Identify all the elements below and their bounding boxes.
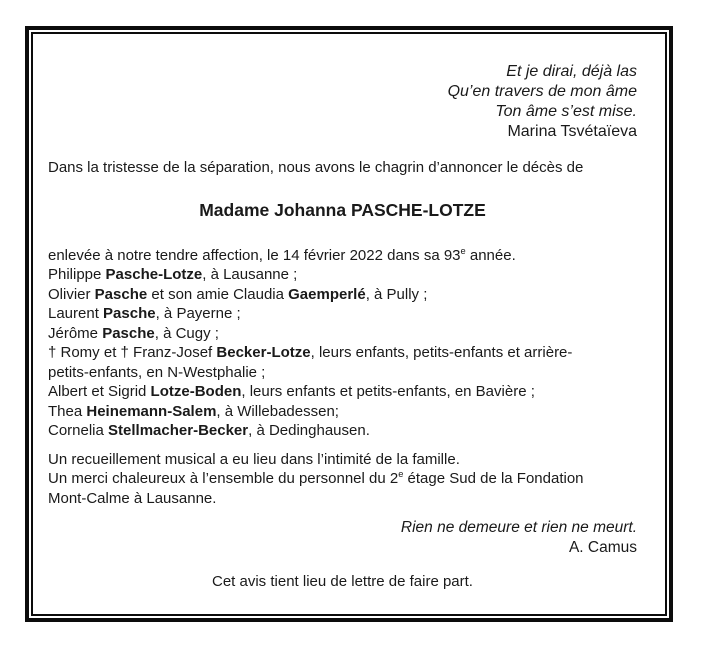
family-line: Albert et Sigrid Lotze-Boden, leurs enfants et petits-enfants, en Bavière ; [48, 383, 535, 400]
acknowledgement-block [48, 450, 637, 509]
family-line: Cornelia Stellmacher-Becker, à Dedinghausen. [48, 422, 370, 439]
closing-quote-line: Rien ne demeure et rien ne meurt. [400, 519, 637, 536]
epigraph-author: Marina Tsvétaïeva [507, 123, 637, 140]
notice-outer-border [25, 26, 673, 622]
family-line: Thea Heinemann-Salem, à Willebadessen; [48, 402, 339, 420]
family-line: Jérôme Pasche, à Cugy ; [48, 324, 219, 342]
closing-quote-author: A. Camus [568, 539, 637, 556]
family-lines [48, 265, 637, 441]
epigraph-line: Et je dirai, déjà las [506, 63, 637, 80]
epigraph [48, 62, 637, 142]
family-line: Philippe Pasche-Lotze, à Lausanne ; [48, 266, 298, 283]
family-block [48, 246, 637, 441]
notice-inner-border [31, 32, 667, 616]
closing-quote [48, 518, 637, 558]
family-line: † Romy et † Franz-Josef Becker-Lotze, leurs enfants, petits-enfants et arrière- petits-enfants, en N-Westphalie ; [48, 344, 573, 381]
acknowledgement-line: Un merci chaleureux à l’ensemble du personnel du 2e étage Sud de la Fondation Mont-Calme à Lausanne. [48, 469, 584, 507]
acknowledgement-line: Un recueillement musical a eu lieu dans l’intimité de la famille. [48, 450, 460, 468]
deceased-name: Madame Johanna PASCHE-LOTZE [199, 199, 486, 220]
epigraph-line: Qu’en travers de mon âme [447, 83, 637, 100]
death-line: enlevée à notre tendre affection, le 14 février 2022 dans sa 93e année. [48, 245, 516, 264]
announcement-intro: Dans la tristesse de la séparation, nous avons le chagrin d’annoncer le décès de [48, 159, 584, 176]
epigraph-line: Ton âme s’est mise. [495, 103, 637, 120]
family-line: Olivier Pasche et son amie Claudia Gaemperlé, à Pully ; [48, 285, 428, 303]
epigraph-lines [48, 62, 637, 122]
family-line: Laurent Pasche, à Payerne ; [48, 305, 241, 322]
footer-notice: Cet avis tient lieu de lettre de faire part. [212, 573, 473, 590]
